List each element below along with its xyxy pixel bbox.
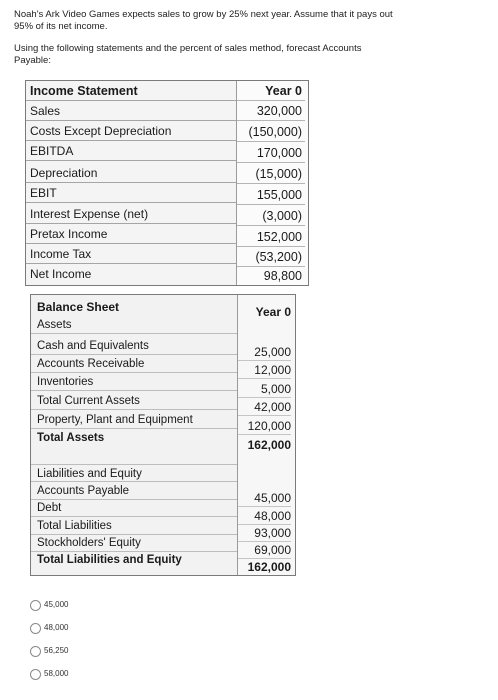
is-row-label: EBITDA bbox=[26, 141, 236, 161]
income-statement-year-header: Year 0 bbox=[237, 81, 305, 101]
answer-option[interactable] bbox=[30, 598, 68, 612]
is-row-value: 152,000 bbox=[237, 227, 305, 247]
bs-liability-label: Total Liabilities and Equity bbox=[37, 554, 182, 566]
bs-liability-value: 69,000 bbox=[238, 542, 291, 559]
bs-liability-value: 162,000 bbox=[247, 560, 291, 574]
is-row-label: Depreciation bbox=[26, 163, 236, 183]
bs-asset-label: Property, Plant and Equipment bbox=[31, 411, 237, 429]
bs-asset-value: 5,000 bbox=[238, 381, 291, 398]
is-row-label: Net Income bbox=[30, 267, 92, 281]
radio-button-icon[interactable] bbox=[30, 623, 41, 634]
balance-sheet-header: Balance Sheet bbox=[37, 300, 120, 314]
is-row-label: Pretax Income bbox=[26, 224, 236, 244]
balance-sheet-values bbox=[238, 295, 295, 575]
is-row-label: EBIT bbox=[26, 183, 236, 203]
radio-button-icon[interactable] bbox=[30, 600, 41, 611]
radio-button-icon[interactable] bbox=[30, 669, 41, 680]
answer-option[interactable] bbox=[30, 644, 68, 658]
bs-asset-label: Total Assets bbox=[37, 432, 105, 444]
income-statement-table bbox=[25, 80, 309, 286]
bs-asset-label: Total Current Assets bbox=[31, 392, 237, 410]
is-row-value: (3,000) bbox=[237, 206, 305, 226]
answer-option[interactable] bbox=[30, 667, 68, 681]
balance-sheet-labels bbox=[31, 295, 238, 575]
bs-liability-label: Total Liabilities bbox=[31, 517, 237, 535]
bs-asset-value: 120,000 bbox=[238, 418, 291, 435]
bs-liability-value: 93,000 bbox=[238, 525, 291, 542]
bs-asset-label: Cash and Equivalents bbox=[31, 337, 237, 355]
bs-liability-label: Stockholders' Equity bbox=[31, 534, 237, 552]
answer-option-label: 58,000 bbox=[44, 669, 69, 678]
bs-asset-value: 25,000 bbox=[238, 344, 291, 361]
is-row-value: (150,000) bbox=[237, 122, 305, 142]
income-statement-values bbox=[237, 81, 308, 285]
radio-button-icon[interactable] bbox=[30, 646, 41, 657]
bs-liability-label: Accounts Payable bbox=[31, 482, 237, 500]
bs-liability-label: Debt bbox=[31, 499, 237, 517]
is-row-value: 320,000 bbox=[237, 101, 305, 121]
is-row-label: Interest Expense (net) bbox=[26, 204, 236, 224]
answer-option-label: 45,000 bbox=[44, 600, 69, 609]
bs-asset-value: 12,000 bbox=[238, 362, 291, 379]
liabilities-title: Liabilities and Equity bbox=[31, 464, 237, 482]
answer-option[interactable] bbox=[30, 621, 68, 635]
bs-asset-value: 42,000 bbox=[238, 399, 291, 416]
bs-asset-label: Inventories bbox=[31, 373, 237, 391]
bs-asset-label: Accounts Receivable bbox=[31, 355, 237, 373]
is-row-value: (15,000) bbox=[237, 164, 305, 184]
assets-title: Assets bbox=[31, 316, 237, 334]
question-text: Noah's Ark Video Games expects sales to grow by 25% next year. Assume that it pays out 95% of its net income. bbox=[14, 9, 393, 32]
is-row-value: 98,800 bbox=[263, 269, 302, 283]
income-statement-header: Income Statement bbox=[26, 81, 236, 101]
bs-asset-value: 162,000 bbox=[247, 438, 291, 452]
balance-sheet-year-header: Year 0 bbox=[255, 305, 291, 319]
income-statement-labels bbox=[26, 81, 237, 285]
is-row-value: (53,200) bbox=[237, 247, 305, 267]
is-row-label: Costs Except Depreciation bbox=[26, 121, 236, 141]
bs-liability-value: 45,000 bbox=[238, 490, 291, 507]
answer-option-label: 48,000 bbox=[44, 623, 69, 632]
is-row-label: Income Tax bbox=[26, 244, 236, 264]
is-row-value: 155,000 bbox=[237, 185, 305, 205]
bs-liability-value: 48,000 bbox=[238, 508, 291, 525]
is-row-value: 170,000 bbox=[237, 143, 305, 163]
answer-option-label: 56,250 bbox=[44, 646, 69, 655]
is-row-label: Sales bbox=[26, 101, 236, 121]
question-instruction: Using the following statements and the percent of sales method, forecast Accounts Payable: bbox=[14, 43, 362, 66]
balance-sheet-table bbox=[30, 294, 296, 576]
